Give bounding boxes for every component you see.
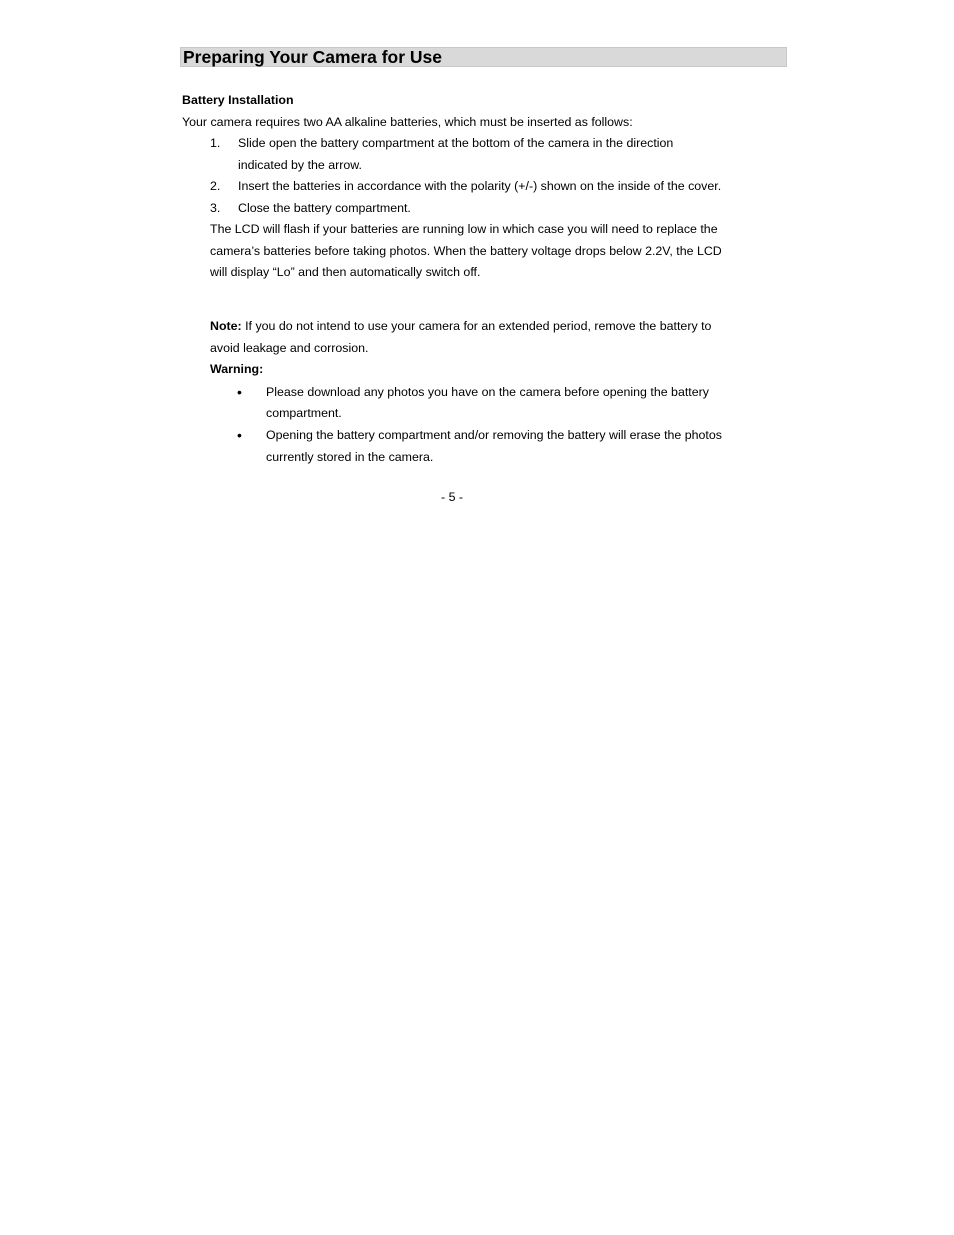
note-text: avoid leakage and corrosion.: [210, 341, 369, 355]
lcd-paragraph-line: The LCD will flash if your batteries are running low in which case you will need to replace the: [210, 222, 718, 236]
warning-item-text: Please download any photos you have on the camera before opening the battery: [266, 385, 709, 399]
bullet-icon: •: [237, 384, 242, 400]
note-text: If you do not intend to use your camera for an extended period, remove the battery to: [241, 319, 712, 333]
warning-label: Warning:: [210, 362, 264, 376]
step-text: Slide open the battery compartment at the bottom of the camera in the direction: [238, 136, 674, 150]
step-text: indicated by the arrow.: [238, 158, 362, 172]
bullet-icon: •: [237, 427, 242, 443]
page-number: - 5 -: [441, 490, 464, 504]
page-title-bar: [180, 47, 787, 67]
warning-item-text: compartment.: [266, 406, 342, 420]
lcd-paragraph-line: camera’s batteries before taking photos. When the battery voltage drops below 2.2V, the LCD: [210, 244, 722, 258]
step-number: 3.: [210, 201, 221, 215]
step-text: Close the battery compartment.: [238, 201, 411, 215]
warning-item-text: currently stored in the camera.: [266, 450, 434, 464]
intro-text: Your camera requires two AA alkaline batteries, which must be inserted as follows:: [182, 115, 633, 129]
note-line: [210, 319, 711, 334]
section-heading: Battery Installation: [182, 93, 294, 107]
warning-item-text: Opening the battery compartment and/or removing the battery will erase the photos: [266, 428, 722, 442]
lcd-paragraph-line: will display “Lo” and then automatically switch off.: [210, 265, 481, 279]
note-label: Note:: [210, 319, 242, 333]
step-number: 2.: [210, 179, 221, 193]
step-text: Insert the batteries in accordance with the polarity (+/-) shown on the inside of the cover.: [238, 179, 722, 193]
page-title: Preparing Your Camera for Use: [183, 47, 443, 67]
step-number: 1.: [210, 136, 221, 150]
